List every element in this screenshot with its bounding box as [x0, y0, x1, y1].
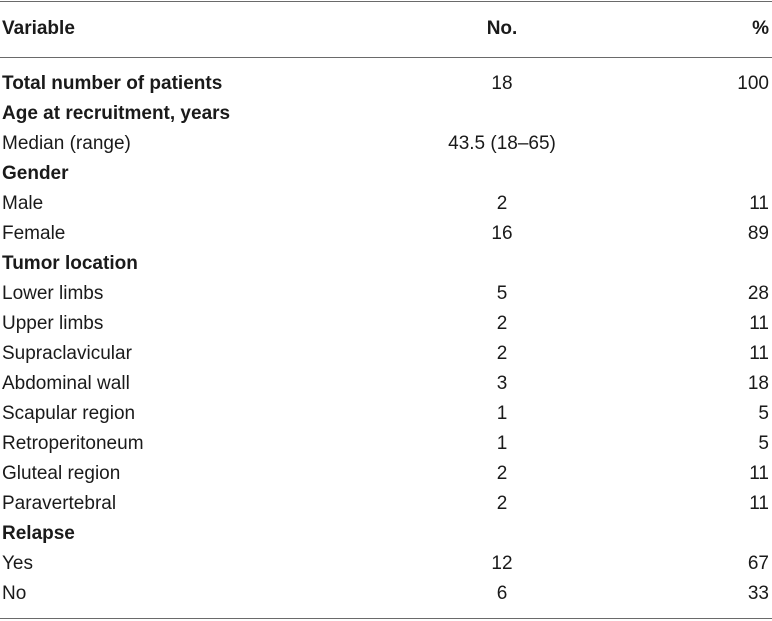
row-count: 16 [491, 223, 513, 244]
row-percent: 11 [749, 193, 769, 214]
row-count: 43.5 (18–65) [448, 133, 556, 154]
row-percent: 11 [749, 313, 769, 334]
table-row [0, 489, 772, 519]
row-label: Scapular region [2, 403, 136, 424]
row-percent: 5 [758, 403, 769, 424]
row-count: 3 [496, 373, 508, 394]
table-bottom-rule [0, 618, 772, 619]
table-header-rule [0, 57, 772, 58]
table-row [0, 429, 772, 459]
table-row [0, 309, 772, 339]
row-label: Gender [2, 163, 69, 184]
row-label: No [2, 583, 27, 604]
row-percent: 100 [737, 73, 769, 94]
row-count: 2 [496, 193, 508, 214]
table-row [0, 459, 772, 489]
row-count: 2 [496, 343, 508, 364]
row-count: 2 [496, 493, 508, 514]
row-count: 2 [496, 313, 508, 334]
row-label: Lower limbs [2, 283, 104, 304]
section-header-row [0, 519, 772, 549]
row-label: Total number of patients [2, 73, 223, 94]
table-row [0, 189, 772, 219]
row-percent: 89 [747, 223, 769, 244]
table-row [0, 399, 772, 429]
row-percent: 11 [749, 493, 769, 514]
row-percent: 33 [747, 583, 769, 604]
row-percent: 11 [749, 343, 769, 364]
row-count: 2 [496, 463, 508, 484]
row-percent: 28 [747, 283, 769, 304]
row-count: 12 [491, 553, 513, 574]
header-variable: Variable [2, 18, 75, 39]
header-no: No. [486, 18, 518, 39]
row-label: Yes [2, 553, 33, 574]
table-row [0, 369, 772, 399]
table-row [0, 279, 772, 309]
row-label: Gluteal region [2, 463, 121, 484]
table-top-rule [0, 1, 772, 2]
header-pct: % [752, 18, 769, 39]
row-label: Relapse [2, 523, 75, 544]
row-count: 18 [491, 73, 513, 94]
table-row [0, 579, 772, 609]
row-count: 1 [496, 403, 508, 424]
table-row [0, 549, 772, 579]
row-label: Upper limbs [2, 313, 104, 334]
row-percent: 5 [758, 433, 769, 454]
table-header-row [0, 14, 772, 44]
row-label: Tumor location [2, 253, 138, 274]
row-count: 5 [496, 283, 508, 304]
row-label: Male [2, 193, 44, 214]
row-label: Female [2, 223, 66, 244]
row-label: Age at recruitment, years [2, 103, 231, 124]
row-percent: 11 [749, 463, 769, 484]
table-row [0, 339, 772, 369]
row-label: Median (range) [2, 133, 131, 154]
section-header-row [0, 159, 772, 189]
section-header-row [0, 249, 772, 279]
row-label: Paravertebral [2, 493, 117, 514]
row-label: Abdominal wall [2, 373, 130, 394]
section-header-row [0, 99, 772, 129]
row-percent: 18 [747, 373, 769, 394]
row-percent: 67 [747, 553, 769, 574]
row-label: Supraclavicular [2, 343, 132, 364]
table-row [0, 69, 772, 99]
table-row [0, 219, 772, 249]
row-count: 1 [496, 433, 508, 454]
row-label: Retroperitoneum [2, 433, 144, 454]
row-count: 6 [496, 583, 508, 604]
table-row [0, 129, 772, 159]
